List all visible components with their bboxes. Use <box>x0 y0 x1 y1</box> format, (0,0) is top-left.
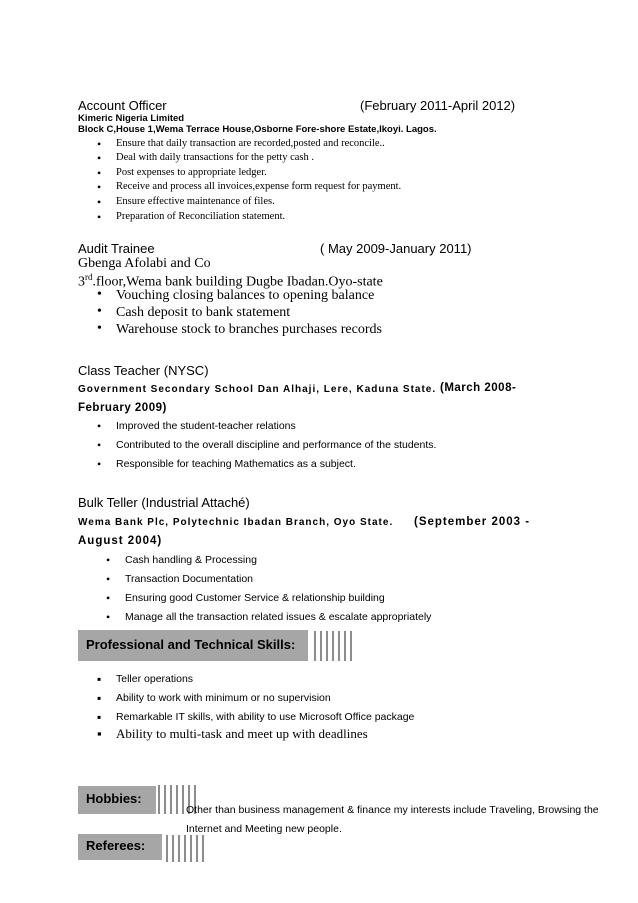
square-bullet-icon: ▪ <box>97 691 102 705</box>
bullet-icon: • <box>97 287 102 302</box>
list-item: Remarkable IT skills, with ability to use Microsoft Office package <box>116 711 415 723</box>
job1-company: Kimeric Nigeria Limited <box>78 113 185 124</box>
square-bullet-icon: ▪ <box>97 710 102 724</box>
job4-title: Bulk Teller (Industrial Attaché) <box>78 495 250 510</box>
job2-address-num: 3 <box>78 274 85 290</box>
job4-company: Wema Bank Plc, Polytechnic Ibadan Branch, Oyo State. <box>78 517 394 528</box>
list-item: Improved the student-teacher relations <box>116 420 296 432</box>
list-item: Cash handling & Processing <box>125 554 257 566</box>
list-item: Manage all the transaction related issues & escalate appropriately <box>125 611 432 623</box>
job2-title: Audit Trainee <box>78 241 155 256</box>
bullet-icon: • <box>97 180 102 194</box>
bullet-icon: • <box>106 572 111 586</box>
bullet-icon: • <box>97 166 102 180</box>
job1-address: Block C,House 1,Wema Terrace House,Osborne Fore-shore Estate,Ikoyi. Lagos. <box>78 124 437 135</box>
square-bullet-icon: ▪ <box>97 726 102 741</box>
bullet-icon: • <box>97 438 102 452</box>
bullet-icon: • <box>97 457 102 471</box>
list-item: Post expenses to appropriate ledger. <box>116 167 267 178</box>
skills-heading: Professional and Technical Skills: <box>78 630 308 661</box>
bullet-icon: • <box>106 591 111 605</box>
list-item: Ability to multi-task and meet up with deadlines <box>116 726 368 741</box>
list-item: Vouching closing balances to opening balance <box>116 288 375 303</box>
bullet-icon: • <box>97 137 102 151</box>
decorative-stripes-icon <box>166 835 208 862</box>
job4-dates-start: (September 2003 - <box>414 516 531 528</box>
bullet-icon: • <box>106 610 111 624</box>
hobbies-text-line2: Internet and Meeting new people. <box>186 823 342 835</box>
bullet-icon: • <box>97 151 102 165</box>
bullet-icon: • <box>97 304 102 319</box>
decorative-stripes-icon <box>314 631 356 661</box>
list-item: Transaction Documentation <box>125 573 254 585</box>
list-item: Responsible for teaching Mathematics as a subject. <box>116 458 356 470</box>
list-item: Receive and process all invoices,expense form request for payment. <box>116 181 402 192</box>
list-item: Ensure effective maintenance of files. <box>116 196 275 207</box>
job3-title: Class Teacher (NYSC) <box>78 363 209 378</box>
list-item: Warehouse stock to branches purchases records <box>116 322 382 337</box>
job2-address-rest: .floor,Wema bank building Dugbe Ibadan.Oyo-state <box>92 274 383 290</box>
list-item: Teller operations <box>116 673 194 685</box>
job1-title: Account Officer <box>78 98 167 113</box>
hobbies-text-line1: Other than business management & finance my interests include Traveling, Browsing the <box>186 804 599 816</box>
job2-dates: ( May 2009-January 2011) <box>320 241 472 256</box>
bullet-icon: • <box>97 419 102 433</box>
referees-heading: Referees: <box>78 834 162 860</box>
job3-dates-end: February 2009) <box>78 402 167 414</box>
job3-company: Government Secondary School Dan Alhaji, Lere, Kaduna State. <box>78 384 437 395</box>
bullet-icon: • <box>97 195 102 209</box>
bullet-icon: • <box>97 321 102 336</box>
list-item: Ensure that daily transaction are recorded,posted and reconcile.. <box>116 138 385 149</box>
job2-company: Gbenga Afolabi and Co <box>78 256 211 271</box>
list-item: Ability to work with minimum or no supervision <box>116 692 331 704</box>
list-item: Ensuring good Customer Service & relationship building <box>125 592 385 604</box>
job1-dates: (February 2011-April 2012) <box>360 98 516 113</box>
square-bullet-icon: ▪ <box>97 672 102 686</box>
job2-address-sup: rd <box>85 272 93 282</box>
hobbies-heading: Hobbies: <box>78 786 156 814</box>
bullet-icon: • <box>106 553 111 567</box>
list-item: Deal with daily transactions for the petty cash . <box>116 152 314 163</box>
job3-dates-start: (March 2008- <box>440 382 517 394</box>
bullet-icon: • <box>97 210 102 224</box>
list-item: Cash deposit to bank statement <box>116 305 291 320</box>
list-item: Preparation of Reconciliation statement. <box>116 211 286 222</box>
job4-dates-end: August 2004) <box>78 535 163 547</box>
list-item: Contributed to the overall discipline and performance of the students. <box>116 439 437 451</box>
